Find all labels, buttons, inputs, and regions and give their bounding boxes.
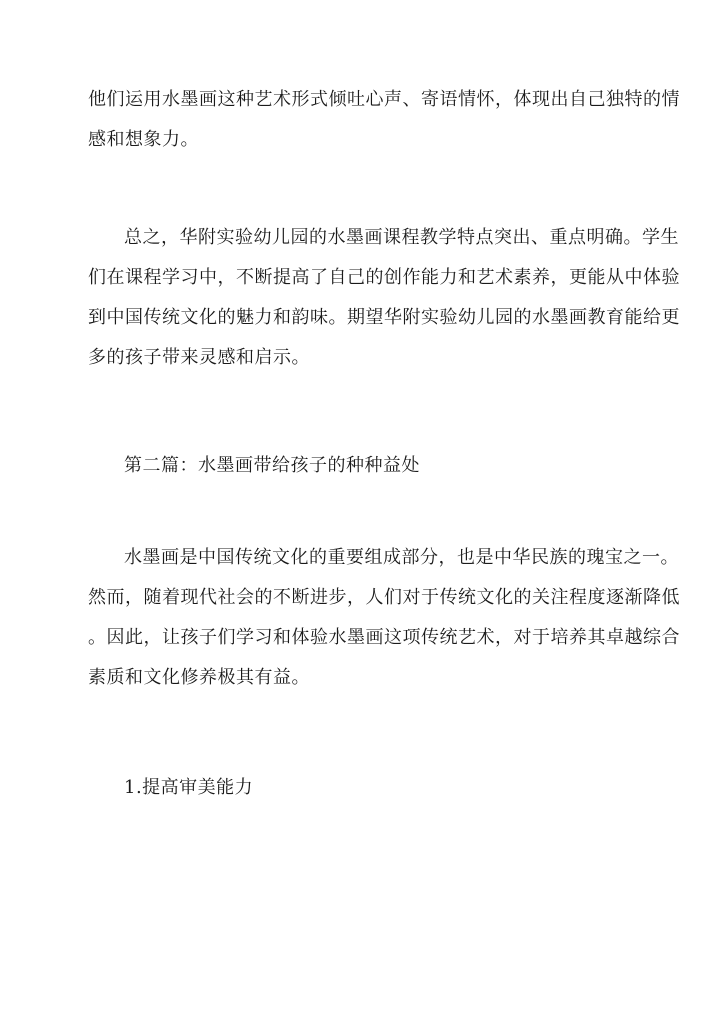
text-line: 素质和文化修养极其有益。 [88,667,310,688]
text-line: 总之，华附实验幼儿园的水墨画课程教学特点突出、重点明确。学生 [124,227,679,248]
text-line: 多的孩子带来灵感和启示。 [88,347,310,368]
text-line: 感和想象力。 [88,129,199,150]
section-heading [88,446,648,486]
paragraph-intro [88,538,680,698]
paragraph-conclusion [88,218,680,378]
text-line: 到中国传统文化的魅力和韵味。期望华附实验幼儿园的水墨画教育能给更 [88,307,680,328]
text-line: 他们运用水墨画这种艺术形式倾吐心声、寄语情怀，体现出自己独特的情 [88,89,680,110]
subheading [88,768,648,808]
text-line: 水墨画是中国传统文化的重要组成部分，也是中华民族的瑰宝之一。 [124,547,679,568]
paragraph-continuation [88,80,680,160]
text-line: 们在课程学习中，不断提高了自己的创作能力和艺术素养，更能从中体验 [88,267,680,288]
text-line: 然而，随着现代社会的不断进步，人们对于传统文化的关注程度逐渐降低 [88,587,680,608]
heading-text: 第二篇：水墨画带给孩子的种种益处 [124,455,420,476]
subheading-text: 1.提高审美能力 [124,777,254,798]
text-line: 。因此，让孩子们学习和体验水墨画这项传统艺术，对于培养其卓越综合 [88,627,680,648]
